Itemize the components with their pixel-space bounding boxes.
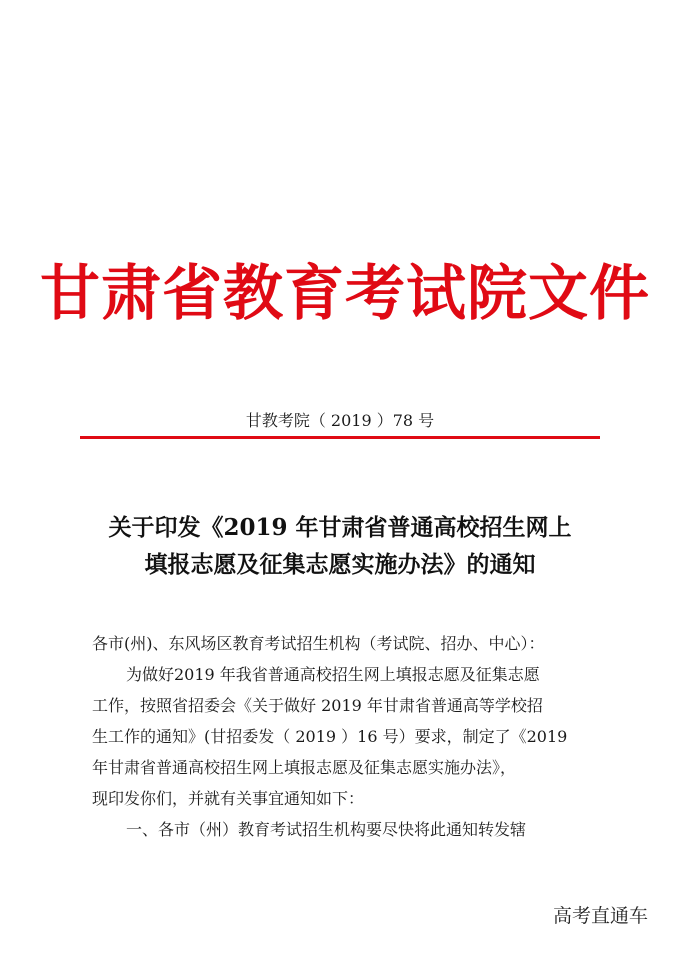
red-divider-line (80, 436, 600, 439)
body-item-line: 一、各市（州）教育考试招生机构要尽快将此通知转发辖 (126, 820, 527, 839)
body-paragraph-line: 工作，按照省招委会《关于做好 2019 年甘肃省普通高等学校招 (92, 696, 543, 715)
notice-body (92, 628, 602, 845)
body-paragraph-line: 生工作的通知》(甘招委发（ 2019 ）16 号）要求，制定了《2019 (92, 727, 568, 746)
notice-title-line-1: 关于印发《2019 年甘肃省普通高校招生网上 (108, 514, 572, 541)
salutation-line: 各市(州)、东风场区教育考试招生机构（考试院、招办、中心）： (92, 634, 545, 653)
body-paragraph-line: 年甘肃省普通高校招生网上填报志愿及征集志愿实施办法》， (92, 758, 517, 777)
notice-title-line-2: 填报志愿及征集志愿实施办法》的通知 (144, 551, 536, 578)
watermark-text: 高考直通车 (552, 905, 648, 927)
org-header-title: 甘肃省教育考试院文件 (40, 259, 650, 329)
notice-title (40, 509, 640, 583)
body-paragraph-line: 为做好2019 年我省普通高校招生网上填报志愿及征集志愿 (126, 665, 540, 684)
document-number: 甘教考院（ 2019 ）78 号 (245, 411, 435, 430)
body-paragraph-line: 现印发你们，并就有关事宜通知如下： (92, 789, 365, 808)
